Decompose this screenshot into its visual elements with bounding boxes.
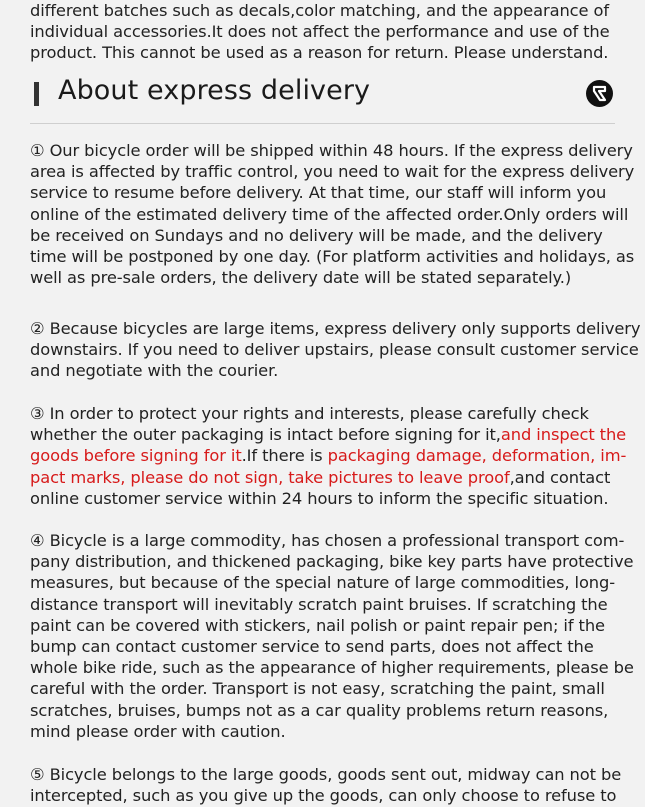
paragraph-3-part-2: .If there is — [241, 446, 328, 466]
paragraph-3-part-3: ,and contact online customer service within 24 hours to inform the specific situation. — [30, 467, 611, 508]
paragraph-4: ④ Bicycle is a large commodity, has chosen a professional transport com- pany distribution, and thickened packaging, bike key parts have protective measures, but because of the special nature of large commodities, long- distance transport will inevitably scratch paint bruises. If scratching the paint can be covered with stickers, nail polish or paint repair pen; if the bump can contact customer service to send parts, does not affect the whole bike ride, such as the appearance of higher requirements, please be careful with the order. Transport is not easy, scratching the paint, small scratches, bruises, bumps not as a car quality problems return reasons, mind please order with caution. — [30, 531, 634, 741]
paragraph-3-highlight-2: packaging damage, deformation, im- pact marks, please do not sign, take pictures to leave proof — [30, 446, 627, 487]
paragraph-5: ⑤ Bicycle belongs to the large goods, goods sent out, midway can not be intercepted, such as you give up the goods, can only choose to refuse to — [30, 765, 622, 806]
paragraph-1: ① Our bicycle order will be shipped within 48 hours. If the express delivery area is affected by traffic control, you need to wait for the express delivery service to resume before delivery. At that time, our staff will inform you online of the estimated delivery time of the affected order.Only orders will be received on Sundays and no delivery will be made, and the delivery time will be postponed by one day. (For platform activities and holidays, as well as pre-sale orders, the delivery date will be stated separately.) — [30, 141, 635, 288]
intro-paragraph — [30, 0, 642, 64]
intro-line-2: individual accessories.It does not affect the performance and use of the — [30, 22, 610, 42]
intro-line-3: product. This cannot be used as a reason for return. Please understand. — [30, 43, 609, 63]
paragraph-2: ② Because bicycles are large items, express delivery only supports delivery downstairs. If you need to deliver upstairs, please consult customer service and negotiate with the courier. — [30, 319, 641, 381]
paragraph-3 — [30, 403, 642, 509]
intro-line-1: different batches such as decals,color matching, and the appearance of — [30, 1, 610, 20]
section-divider — [30, 123, 615, 124]
header-accent-bar — [34, 82, 39, 106]
paragraph-3-highlight-1: and inspect the goods before signing for it — [30, 425, 627, 466]
brand-logo-icon — [586, 80, 613, 107]
paragraph-3-part-1: ③ In order to protect your rights and interests, please carefully check whether the outer packaging is intact before signing for it, — [30, 404, 589, 445]
section-title: About express delivery — [58, 75, 371, 106]
section-header — [30, 72, 615, 114]
